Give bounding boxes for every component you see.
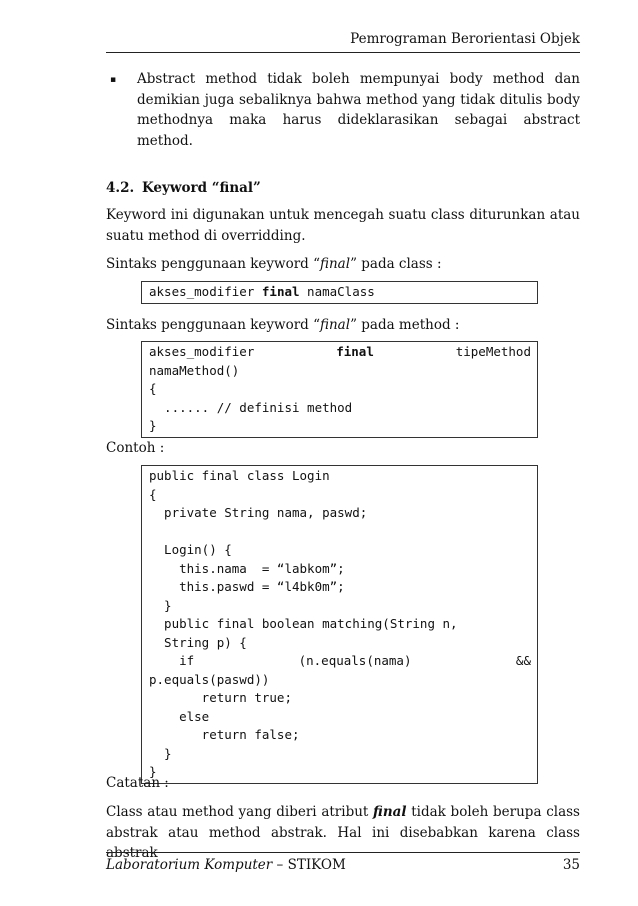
code-keyword: final [261, 284, 300, 299]
code-text: akses_modifier [149, 344, 255, 359]
section-title: Keyword “final” [142, 180, 261, 196]
code-text: akses_modifier [149, 284, 262, 299]
code-text: (n.equals(nama) [298, 653, 412, 668]
code-line: public final boolean matching(String n, [149, 616, 458, 631]
code-line: } [149, 764, 157, 779]
running-header: Pemrograman Berorientasi Objek [350, 31, 580, 47]
header-rule [106, 52, 580, 53]
syntax-method-code [141, 341, 538, 438]
label-keyword: final [319, 317, 351, 333]
intro-paragraph: Keyword ini digunakan untuk mencegah suatu class diturunkan atau suatu method di overridding. [106, 207, 580, 244]
code-line: Login() { [149, 542, 232, 557]
code-line: this.paswd = “l4bk0m”; [149, 579, 345, 594]
code-text: tipeMethod [455, 344, 531, 359]
section-heading [106, 180, 261, 196]
code-line: p.equals(paswd)) [149, 671, 270, 687]
example-code [141, 465, 538, 784]
label-keyword: final [319, 256, 351, 272]
syntax-method-label [106, 315, 580, 336]
code-line: } [149, 745, 172, 761]
label-text: Sintaks penggunaan keyword “ [106, 256, 320, 272]
label-text: Sintaks penggunaan keyword “ [106, 317, 320, 333]
code-line: { [149, 486, 157, 502]
label-text: ” pada method : [350, 317, 460, 333]
code-text: namaClass [299, 284, 375, 299]
code-line: private String nama, paswd; [149, 505, 368, 520]
code-keyword: final [336, 344, 374, 359]
footer-lab-italic: Laboratorium Komputer [106, 857, 273, 873]
note-paragraph [106, 802, 580, 864]
label-text: ” pada class : [350, 256, 442, 272]
note-keyword: final [373, 804, 407, 820]
code-line: namaMethod() [149, 362, 240, 378]
bullet-text: Abstract method tidak boleh mempunyai body method dan demikian juga sebaliknya bahwa method yang tidak ditulis body methodnya maka harus dideklarasikan sebagai abstract method. [137, 71, 580, 149]
code-line: } [149, 418, 157, 433]
footer-rule [106, 852, 580, 853]
code-line: return true; [149, 690, 292, 705]
code-line: public final class Login [149, 468, 330, 483]
code-text: && [515, 653, 531, 668]
note-text: Class atau method yang diberi atribut [106, 804, 374, 820]
code-text: if [149, 653, 195, 668]
code-line: return false; [149, 727, 300, 742]
bullet-item [106, 69, 580, 151]
syntax-class-label [106, 254, 580, 275]
note-text: tidak boleh berupa class abstrak atau method abstrak. Hal ini disebabkan karena class abstrak [106, 804, 580, 861]
code-line: String p) { [149, 634, 247, 650]
syntax-class-code [141, 281, 538, 304]
code-line: { [149, 381, 157, 396]
section-number: 4.2. [106, 180, 135, 196]
footer-lab-rest: – STIKOM [272, 857, 346, 873]
example-label: Contoh : [106, 440, 165, 456]
code-line: ...... // definisi method [149, 399, 353, 415]
bullet-square-icon: ▪ [110, 75, 117, 85]
code-line: else [149, 708, 210, 724]
note-label: Catatan : [106, 775, 169, 791]
footer-lab-name [106, 856, 346, 874]
code-line: this.nama = “labkom”; [149, 560, 345, 576]
page-number: 35 [562, 857, 580, 873]
code-line: } [149, 597, 172, 613]
code-line [149, 523, 537, 542]
